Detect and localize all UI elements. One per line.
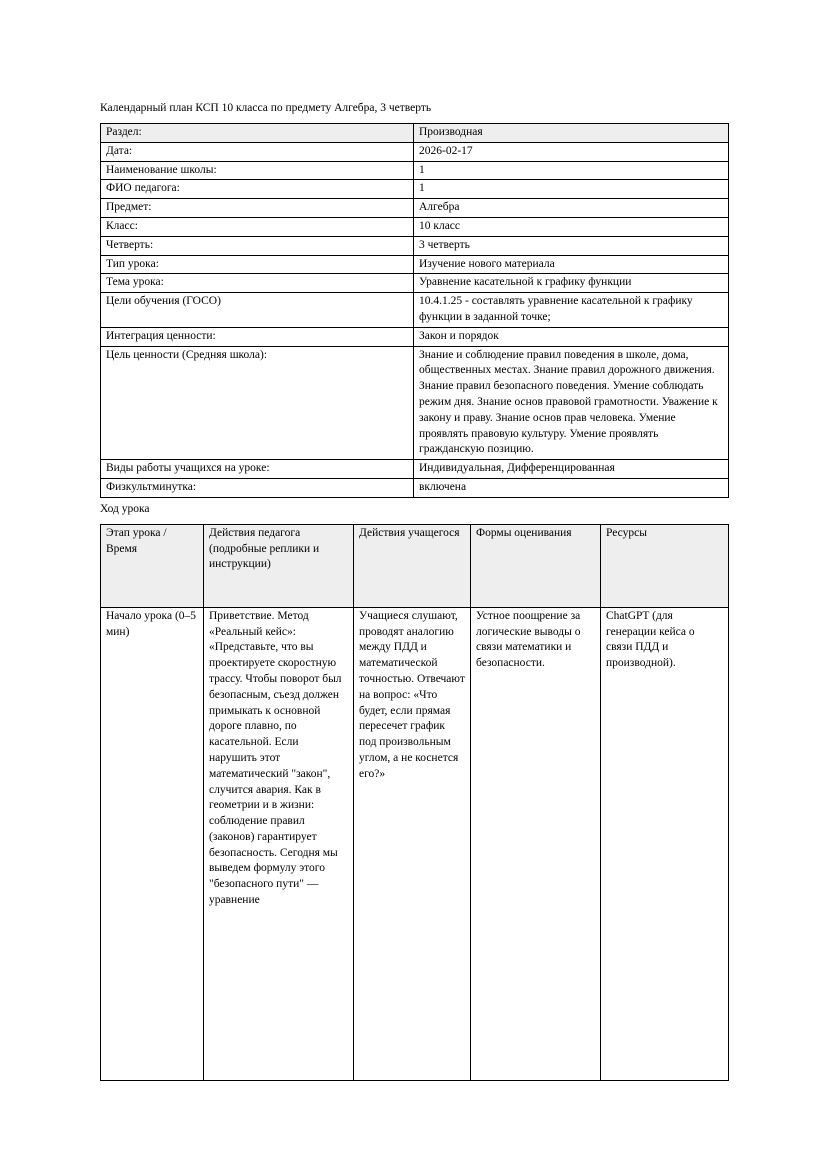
column-header-student-actions-label: Действия учащегося	[359, 526, 460, 539]
info-label-learning-goals: Цели обучения (ГОСО)	[101, 293, 414, 328]
column-header-resources	[601, 524, 729, 607]
cell-teacher-actions	[204, 607, 354, 1080]
table-row	[101, 274, 729, 293]
info-label-lesson-topic: Тема урока:	[101, 274, 414, 293]
info-label-razdel: Раздел:	[101, 124, 414, 143]
cell-resources-text: ChatGPT (для генерации кейса о связи ПДД и производной).	[606, 609, 695, 670]
info-value-subject: Алгебра	[414, 199, 729, 218]
column-header-assessment-forms	[471, 524, 601, 607]
info-value-class: 10 класс	[414, 217, 729, 236]
info-value-physical-break: включена	[414, 478, 729, 497]
cell-student-actions	[354, 607, 471, 1080]
column-header-resources-label: Ресурсы	[606, 526, 647, 539]
column-header-stage	[101, 524, 204, 607]
info-label-quarter: Четверть:	[101, 236, 414, 255]
info-label-teacher: ФИО педагога:	[101, 180, 414, 199]
cell-resources	[601, 607, 729, 1080]
table-row	[101, 346, 729, 460]
info-value-work-types: Индивидуальная, Дифференцированная	[414, 460, 729, 479]
info-label-physical-break: Физкультминутка:	[101, 478, 414, 497]
table-row	[101, 478, 729, 497]
column-header-student-actions	[354, 524, 471, 607]
info-value-quarter: 3 четверть	[414, 236, 729, 255]
info-label-work-types: Виды работы учащихся на уроке:	[101, 460, 414, 479]
cell-assessment-forms-text: Устное поощрение за логические выводы о связи математики и безопасности.	[476, 609, 581, 670]
table-row	[101, 217, 729, 236]
table-row	[101, 607, 729, 1080]
lesson-flow-table-body	[101, 607, 729, 1080]
lesson-flow-table-head	[101, 524, 729, 607]
table-row	[101, 161, 729, 180]
info-value-school: 1	[414, 161, 729, 180]
table-row	[101, 460, 729, 479]
info-label-lesson-type: Тип урока:	[101, 255, 414, 274]
table-row	[101, 180, 729, 199]
info-value-learning-goals: 10.4.1.25 - составлять уравнение касательной к графику функции в заданной точке;	[414, 293, 729, 328]
info-value-data: 2026-02-17	[414, 142, 729, 161]
section-caption-lesson-flow: Ход урока	[100, 502, 150, 515]
info-label-value-goal: Цель ценности (Средняя школа):	[101, 346, 414, 460]
info-value-lesson-type: Изучение нового материала	[414, 255, 729, 274]
column-header-assessment-forms-label: Формы оценивания	[476, 526, 572, 539]
info-label-class: Класс:	[101, 217, 414, 236]
lesson-info-table	[100, 123, 729, 498]
info-value-value-goal: Знание и соблюдение правил поведения в школе, дома, общественных местах. Знание правил дорожного движения. Знание правил безопасного поведения. Умение соблюдать режим дня. Знание основ правовой грамотности. Уважение к закону и праву. Знание основ прав человека. Умение проявлять правовую культуру. Умение проявлять гражданскую позицию.	[414, 346, 729, 460]
info-value-razdel: Производная	[414, 124, 729, 143]
column-header-teacher-actions-label: Действия педагога (подробные реплики и инструкции)	[209, 526, 320, 571]
info-label-school: Наименование школы:	[101, 161, 414, 180]
table-row	[101, 255, 729, 274]
column-header-stage-label: Этап урока / Время	[106, 526, 167, 555]
page-content	[100, 100, 728, 1081]
info-value-teacher: 1	[414, 180, 729, 199]
info-value-value-integration: Закон и порядок	[414, 327, 729, 346]
info-label-subject: Предмет:	[101, 199, 414, 218]
cell-stage	[101, 607, 204, 1080]
lesson-flow-table	[100, 524, 729, 1081]
info-value-lesson-topic: Уравнение касательной к графику функции	[414, 274, 729, 293]
table-row	[101, 124, 729, 143]
table-row	[101, 199, 729, 218]
lesson-info-table-body	[101, 124, 729, 498]
cell-student-actions-text: Учащиеся слушают, проводят аналогию между ПДД и математической точностью. Отвечают на вопрос: «Что будет, если прямая пересечет график под произвольным углом, а не коснется его?»	[359, 609, 465, 780]
page-title: Календарный план КСП 10 класса по предмету Алгебра, 3 четверть	[100, 102, 432, 114]
table-row	[101, 327, 729, 346]
cell-teacher-actions-text: Приветствие. Метод «Реальный кейс»: «Представьте, что вы проектируете скоростную трассу. Чтобы поворот был безопасным, съезд должен примыкать к основной дороге плавно, по касательной. Если нарушить этот математический "закон", случится авария. Как в геометрии и в жизни: соблюдение правил (законов) гарантирует безопасность. Сегодня мы выведем формулу этого "безопасного пути" — уравнение	[209, 609, 342, 907]
cell-stage-text: Начало урока (0–5 мин)	[106, 609, 197, 638]
table-row	[101, 293, 729, 328]
column-header-teacher-actions	[204, 524, 354, 607]
table-row	[101, 142, 729, 161]
cell-assessment-forms	[471, 607, 601, 1080]
table-header-row	[101, 524, 729, 607]
info-label-value-integration: Интеграция ценности:	[101, 327, 414, 346]
table-row	[101, 236, 729, 255]
info-label-data: Дата:	[101, 142, 414, 161]
